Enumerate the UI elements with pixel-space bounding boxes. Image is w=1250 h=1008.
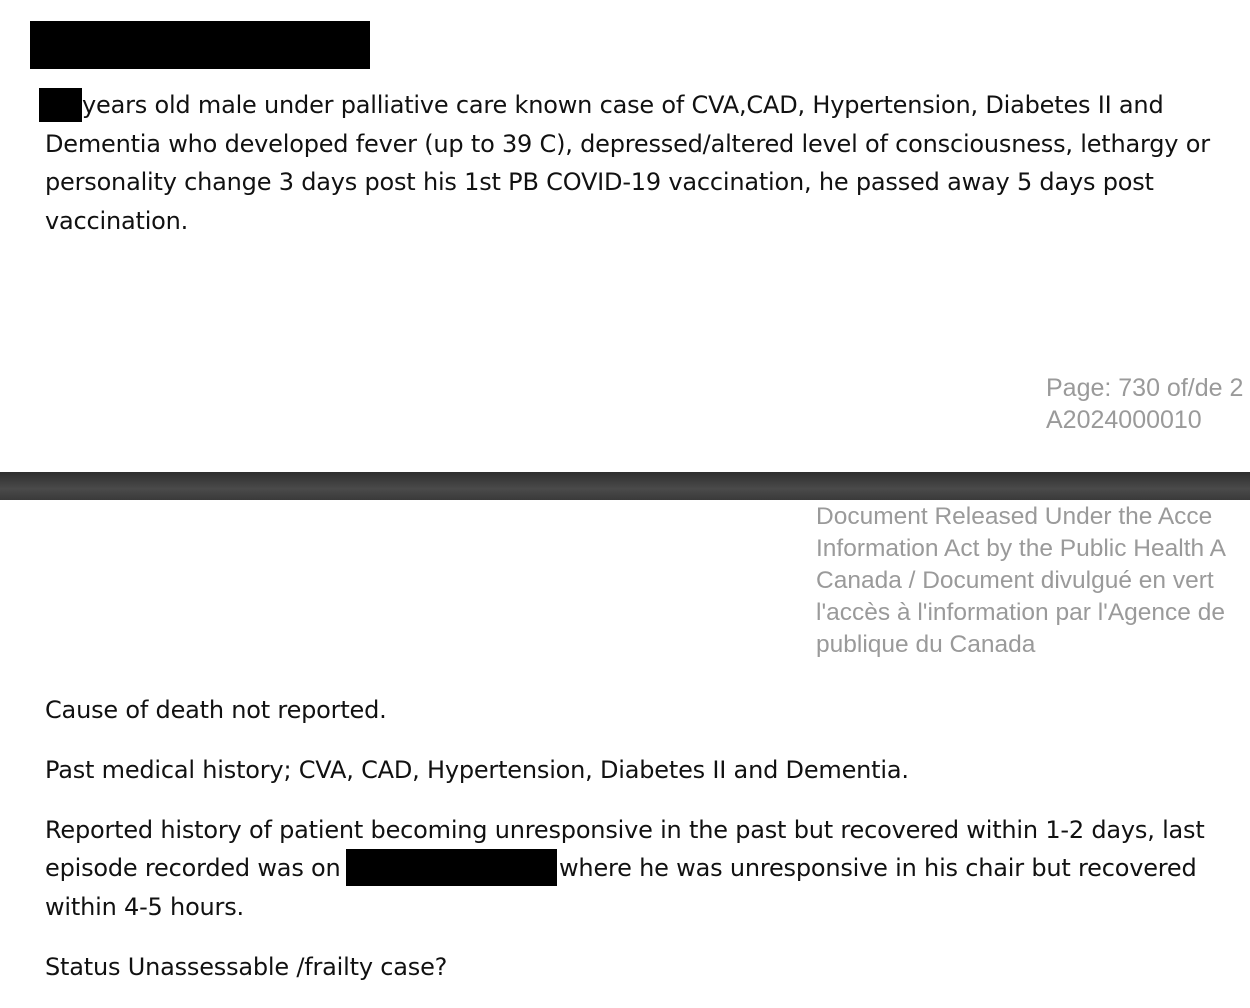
unresponsive-history-line: within 4-5 hours.: [45, 893, 244, 921]
unresponsive-history-line: episode recorded was on: [45, 854, 341, 882]
release-notice-line: l'accès à l'information par l'Agence de: [816, 599, 1225, 626]
redacted-date-block: [346, 849, 557, 886]
document-page-730: [0, 0, 1250, 472]
page-number: Page: 730 of/de 2: [1046, 374, 1244, 402]
unresponsive-history-line: Reported history of patient becoming unresponsive in the past but recovered within 1-2 days, last: [45, 816, 1205, 844]
release-notice-line: Information Act by the Public Health A: [816, 535, 1226, 562]
release-notice-line: Canada / Document divulgué en vert: [816, 567, 1214, 594]
status-text: Status Unassessable /frailty case?: [45, 953, 448, 981]
page-separator: [0, 472, 1250, 500]
redacted-header-block: [30, 21, 370, 69]
medical-history-text: Past medical history; CVA, CAD, Hypertension, Diabetes II and Dementia.: [45, 756, 909, 784]
release-notice-line: Document Released Under the Acce: [816, 503, 1213, 530]
cause-of-death-text: Cause of death not reported.: [45, 696, 387, 724]
case-summary-line: years old male under palliative care known case of CVA,CAD, Hypertension, Diabetes II and: [82, 91, 1164, 119]
case-summary-line: Dementia who developed fever (up to 39 C), depressed/altered level of consciousness, lethargy or: [45, 130, 1210, 158]
case-summary-line: vaccination.: [45, 207, 189, 235]
redacted-age-block: [39, 88, 82, 122]
release-notice-line: publique du Canada: [816, 631, 1036, 658]
request-number: A2024000010: [1046, 406, 1202, 434]
case-summary-line: personality change 3 days post his 1st PB COVID-19 vaccination, he passed away 5 days post: [45, 168, 1154, 196]
unresponsive-history-line: where he was unresponsive in his chair but recovered: [559, 854, 1197, 882]
